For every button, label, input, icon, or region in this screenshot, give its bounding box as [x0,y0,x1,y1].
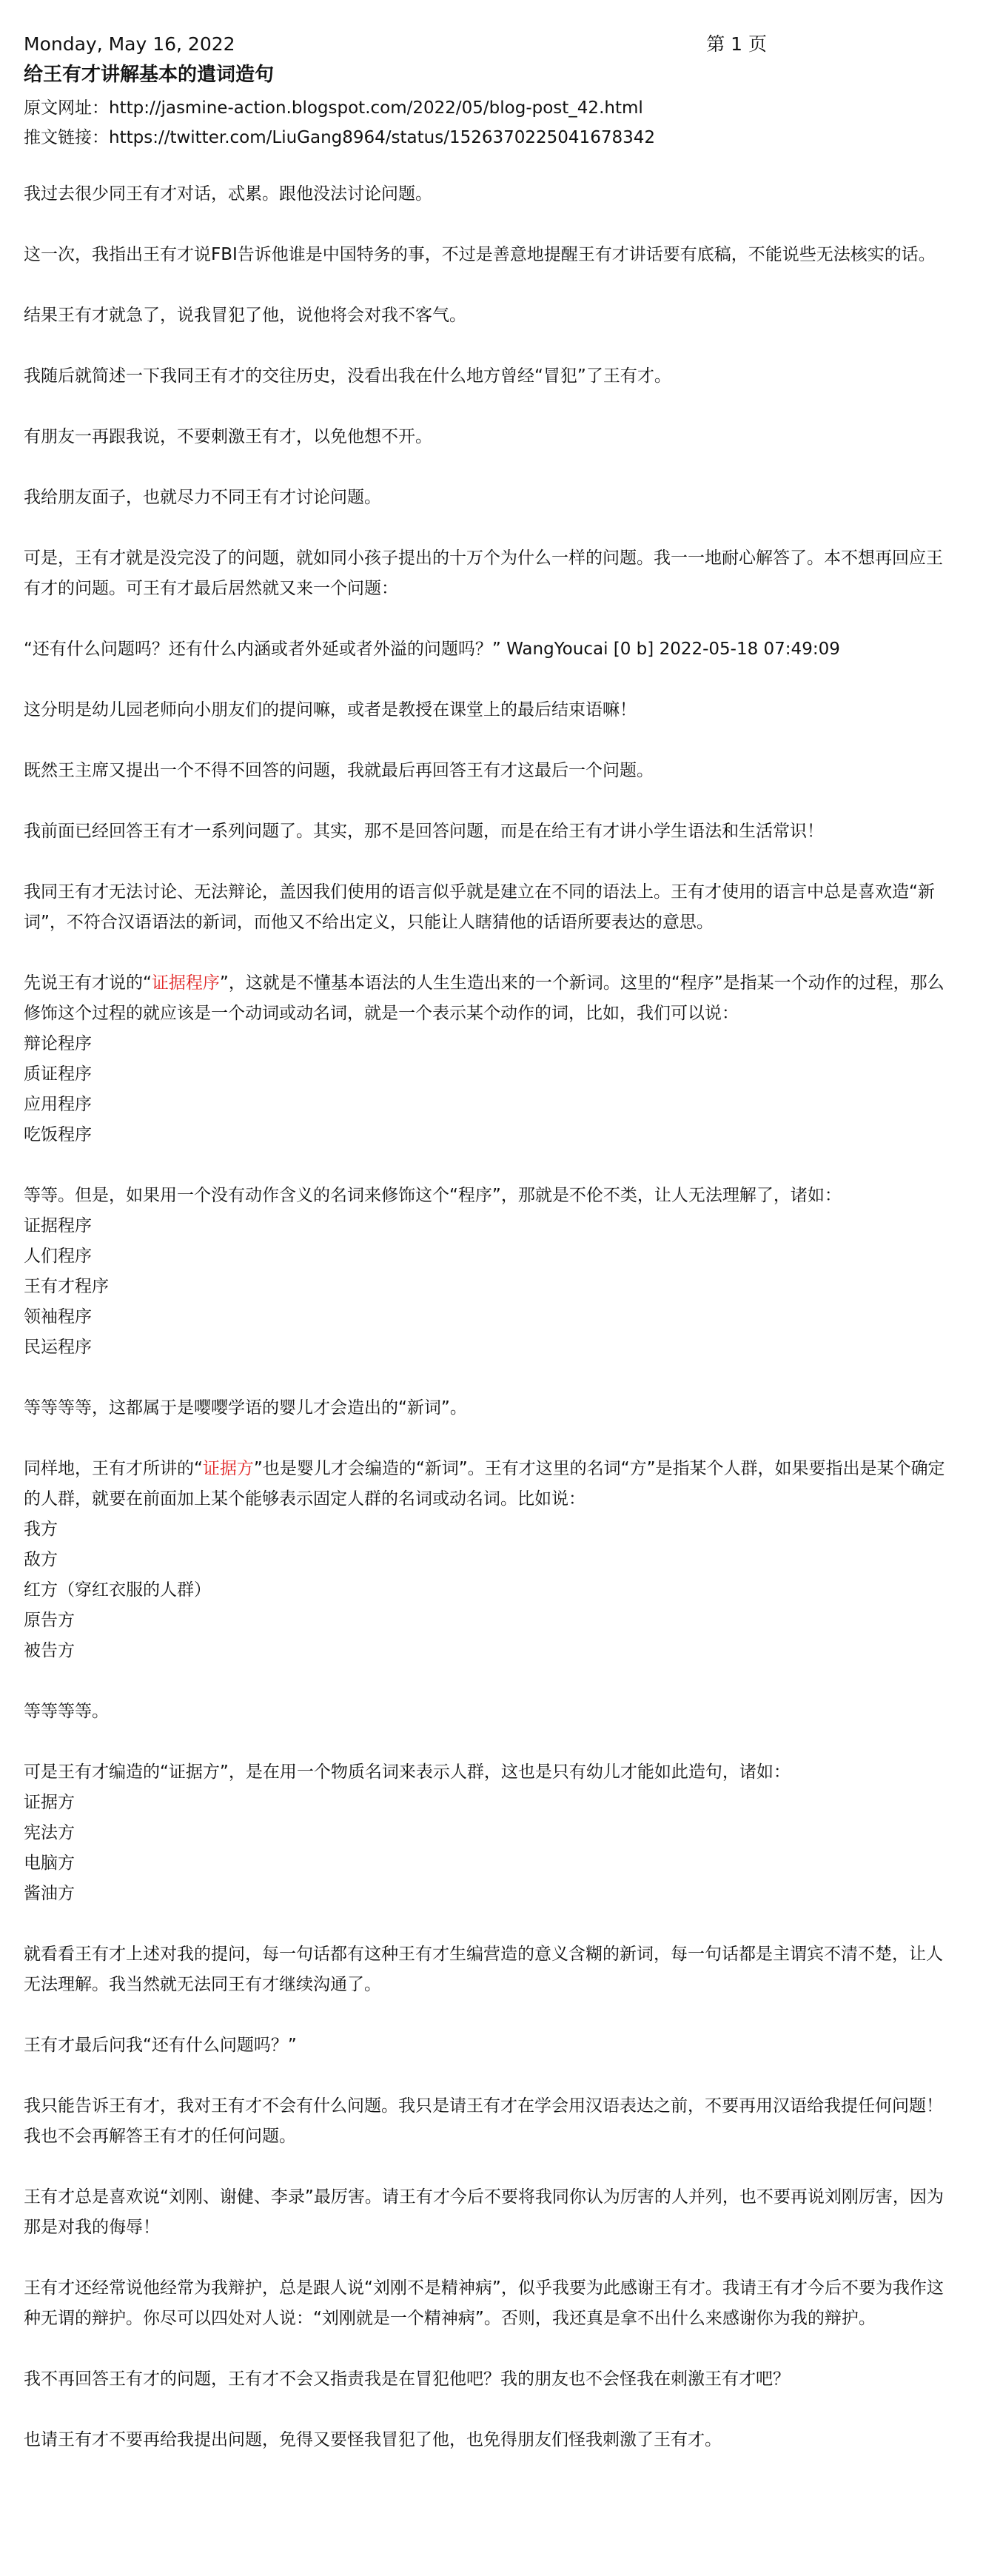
list-item: 王有才程序 [24,1277,109,1296]
term-list [24,1788,955,1909]
list-item: 被告方 [24,1641,75,1660]
text-fragment: 先说王有才说的“ [24,973,152,993]
text-fragment: 同样地，王有才所讲的“ [24,1459,203,1478]
highlighted-term: 证据程序 [151,973,220,993]
paragraph: 等等等等。 [24,1702,109,1721]
text-fragment: ”也是婴儿才会编造的“新词”。王有才这里的名词“方”是指某个人群，如果要指出是某个确定的人群，就要在前面加上某个能够表示固定人群的名词或动名词。比如说： [24,1459,945,1509]
article-title: 给王有才讲解基本的遣词造句 [24,64,275,86]
list-item: 原告方 [24,1611,75,1630]
paragraph: 等等。但是，如果用一个没有动作含义的名词来修饰这个“程序”，那就是不伦不类，让人无法理解了，诸如： [24,1186,842,1205]
term-list [24,1211,955,1363]
paragraph: 也请王有才不要再给我提出问题，免得又要怪我冒犯了他，也免得朋友们怪我刺激了王有才。 [24,2430,722,2449]
term-list [24,1515,955,1666]
term-list [24,1029,955,1150]
list-item: 证据程序 [24,1216,92,1235]
paragraph: 这分明是幼儿园老师向小朋友们的提问嘛，或者是教授在课堂上的最后结束语嘛！ [24,700,637,720]
list-item: 辩论程序 [24,1034,92,1053]
list-item: 人们程序 [24,1247,92,1266]
text-fragment: ”，这就是不懂基本语法的人生生造出来的一个新词。这里的“程序”是指某一个动作的过程，那么修饰这个过程的就应该是一个动词或动名词，就是一个表示某个动作的词，比如，我们可以说： [24,973,945,1023]
paragraph: 我过去很少同王有才对话，忒累。跟他没法讨论问题。 [24,184,432,204]
paragraph: 有朋友一再跟我说，不要刺激王有才，以免他想不开。 [24,427,432,446]
article-body [24,179,955,2455]
header-date: Monday, May 16, 2022 [24,33,235,55]
page-number: 第 1 页 [706,33,767,55]
paragraph: 我不再回答王有才的问题，王有才不会又指责我是在冒犯他吧？我的朋友也不会怪我在刺激王有才吧？ [24,2369,790,2389]
source-url: 原文网址：http://jasmine-action.blogspot.com/2022/05/blog-post_42.html [24,98,643,118]
paragraph: 这一次，我指出王有才说FBI告诉他谁是中国特务的事，不过是善意地提醒王有才讲话要有底稿，不能说些无法核实的话。 [24,245,936,264]
page-header [24,30,767,59]
paragraph: 等等等等，这都属于是嘤嘤学语的婴儿才会造出的“新词”。 [24,1398,467,1418]
paragraph: 我前面已经回答王有才一系列问题了。其实，那不是回答问题，而是在给王有才讲小学生语法和生活常识！ [24,822,824,841]
paragraph-evidence-procedure [24,968,955,1029]
paragraph-evidence-side [24,1454,955,1515]
paragraph: 结果王有才就急了，说我冒犯了他，说他将会对我不客气。 [24,306,466,325]
paragraph: 就看看王有才上述对我的提问，每一句话都有这种王有才生编营造的意义含糊的新词，每一句话都是主谓宾不清不楚，让人无法理解。我当然就无法同王有才继续沟通了。 [24,1945,943,1994]
list-item: 应用程序 [24,1095,92,1114]
paragraph: 我只能告诉王有才，我对王有才不会有什么问题。我只是请王有才在学会用汉语表达之前，不要再用汉语给我提任何问题！我也不会再解答王有才的任何问题。 [24,2096,943,2146]
list-item: 领袖程序 [24,1307,92,1326]
paragraph: 可是王有才编造的“证据方”，是在用一个物质名词来表示人群，这也是只有幼儿才能如此造句，诸如： [24,1762,791,1782]
paragraph: 可是，王有才就是没完没了的问题，就如同小孩子提出的十万个为什么一样的问题。我一一地耐心解答了。本不想再回应王有才的问题。可王有才最后居然就又来一个问题： [24,549,943,598]
paragraph: 王有才总是喜欢说“刘刚、谢健、李录”最厉害。请王有才今后不要将我同你认为厉害的人并列，也不要再说刘刚厉害，因为那是对我的侮辱！ [24,2187,944,2237]
paragraph: 我随后就简述一下我同王有才的交往历史，没看出我在什么地方曾经“冒犯”了王有才。 [24,366,671,386]
list-item: 质证程序 [24,1064,92,1084]
list-item: 吃饭程序 [24,1125,92,1144]
list-item: 宪法方 [24,1823,75,1842]
list-item: 红方（穿红衣服的人群） [24,1580,211,1600]
tweet-link: 推文链接：https://twitter.com/LiuGang8964/status/1526370225041678342 [24,128,655,147]
list-item: 酱油方 [24,1884,75,1903]
list-item: 我方 [24,1520,58,1539]
list-item: 证据方 [24,1793,75,1812]
paragraph: 王有才最后问我“还有什么问题吗？” [24,2036,297,2055]
paragraph: 我给朋友面子，也就尽力不同王有才讨论问题。 [24,488,381,507]
list-item: 电脑方 [24,1854,75,1873]
list-item: 敌方 [24,1550,58,1569]
paragraph: 王有才还经常说他经常为我辩护，总是跟人说“刘刚不是精神病”，似乎我要为此感谢王有才。我请王有才今后不要为我作这种无谓的辩护。你尽可以四处对人说：“刘刚就是一个精神病”。否则，我还真是拿不出什么来感谢你为我的辩护。 [24,2278,944,2328]
paragraph: 既然王主席又提出一个不得不回答的问题，我就最后再回答王有才这最后一个问题。 [24,761,654,780]
quote-paragraph: “还有什么问题吗？还有什么内涵或者外延或者外溢的问题吗？” WangYoucai [0 b] 2022-05-18 07:49:09 [24,640,840,659]
list-item: 民运程序 [24,1338,92,1357]
highlighted-term: 证据方 [202,1459,254,1478]
paragraph: 我同王有才无法讨论、无法辩论，盖因我们使用的语言似乎就是建立在不同的语法上。王有才使用的语言中总是喜欢造“新词”，不符合汉语语法的新词，而他又不给出定义，只能让人瞎猜他的话语所要表达的意思。 [24,882,935,932]
